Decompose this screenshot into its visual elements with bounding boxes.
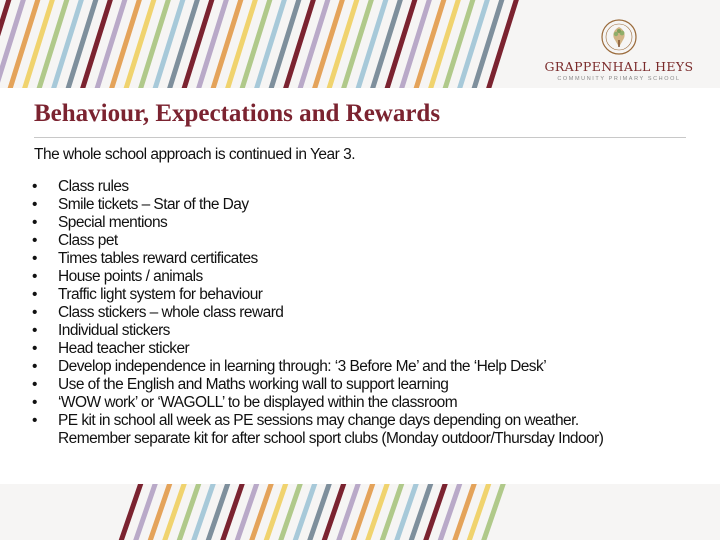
bullet-text: Class rules	[58, 178, 129, 195]
stripe	[24, 0, 54, 88]
school-subtitle: COMMUNITY PRIMARY SCHOOL	[557, 76, 681, 82]
stripe	[82, 0, 112, 88]
bullet-dot: •	[32, 304, 37, 321]
bullet-list	[32, 178, 603, 448]
stripe	[488, 0, 518, 88]
bullet-text: Traffic light system for behaviour	[58, 286, 263, 303]
stripe	[444, 0, 474, 88]
stripe	[256, 0, 286, 88]
stripe	[328, 0, 358, 88]
stripe	[372, 0, 402, 88]
stripe	[9, 0, 39, 88]
bullet-item	[32, 286, 603, 304]
stripe	[67, 0, 97, 88]
bullet-text: Use of the English and Maths working wall to support learning	[58, 376, 449, 393]
bullet-text: Develop independence in learning through: ‘3 Before Me’ and the ‘Help Desk’	[58, 358, 547, 375]
bullet-text: House points / animals	[58, 268, 203, 285]
stripe	[198, 0, 228, 88]
bullet-item	[32, 178, 603, 196]
bullet-item	[32, 268, 603, 286]
bullet-item	[32, 304, 603, 322]
stripe	[96, 0, 126, 88]
decorative-stripes	[0, 0, 520, 88]
school-logo	[544, 18, 694, 88]
bullet-item	[32, 376, 603, 394]
stripe	[430, 0, 460, 88]
bullet-text: Class stickers – whole class reward	[58, 304, 284, 321]
bullet-item	[32, 358, 603, 376]
intro-text: The whole school approach is continued in Year 3.	[34, 146, 356, 163]
bullet-continuation: Remember separate kit for after school sport clubs (Monday outdoor/Thursday Indoor)	[58, 430, 604, 447]
stripe	[285, 0, 315, 88]
bullet-text: Class pet	[58, 232, 118, 249]
stripe	[401, 0, 431, 88]
bullet-dot: •	[32, 286, 37, 303]
stripe	[459, 0, 489, 88]
bullet-item	[32, 322, 603, 340]
bullet-text: Individual stickers	[58, 322, 170, 339]
stripe	[154, 0, 184, 88]
stripe	[473, 0, 503, 88]
bullet-item	[32, 196, 603, 214]
stripe	[212, 0, 242, 88]
bullet-item	[32, 340, 603, 358]
bullet-text: Smile tickets – Star of the Day	[58, 196, 249, 213]
stripe	[241, 0, 271, 88]
stripe	[169, 0, 199, 88]
bullet-dot: •	[32, 394, 37, 411]
bullet-text: Head teacher sticker	[58, 340, 190, 357]
stripe	[227, 0, 257, 88]
stripe	[386, 0, 416, 88]
stripe	[53, 0, 83, 88]
bullet-item	[32, 412, 603, 448]
bullet-dot: •	[32, 196, 37, 213]
stripe	[299, 0, 329, 88]
bullet-text: ‘WOW work’ or ‘WAGOLL’ to be displayed within the classroom	[58, 394, 458, 411]
bullet-dot: •	[32, 268, 37, 285]
title-divider	[34, 137, 686, 138]
bullet-item	[32, 232, 603, 250]
bullet-dot: •	[32, 412, 37, 429]
stripe	[415, 0, 445, 88]
bullet-text: Special mentions	[58, 214, 168, 231]
bullet-dot: •	[32, 358, 37, 375]
stripe	[270, 0, 300, 88]
slide-title: Behaviour, Expectations and Rewards	[34, 100, 441, 127]
stripe	[343, 0, 373, 88]
stripe	[183, 0, 213, 88]
stripe	[357, 0, 387, 88]
stripe	[314, 0, 344, 88]
school-name: GRAPPENHALL HEYS	[544, 59, 694, 74]
bullet-dot: •	[32, 178, 37, 195]
bullet-item	[32, 250, 603, 268]
bullet-dot: •	[32, 376, 37, 393]
decorative-stripes-footer	[0, 484, 720, 540]
bullet-dot: •	[32, 250, 37, 267]
stripe	[125, 0, 155, 88]
bullet-dot: •	[32, 322, 37, 339]
stripe	[38, 0, 68, 88]
bullet-item	[32, 394, 603, 412]
stripe	[140, 0, 170, 88]
stripe	[111, 0, 141, 88]
bullet-item	[32, 214, 603, 232]
bullet-dot: •	[32, 214, 37, 231]
footer-band	[0, 484, 720, 540]
bullet-text: PE kit in school all week as PE sessions may change days depending on weather.	[58, 412, 579, 429]
bullet-text: Times tables reward certificates	[58, 250, 258, 267]
school-crest-icon	[600, 18, 638, 56]
bullet-dot: •	[32, 340, 37, 357]
bullet-dot: •	[32, 232, 37, 249]
